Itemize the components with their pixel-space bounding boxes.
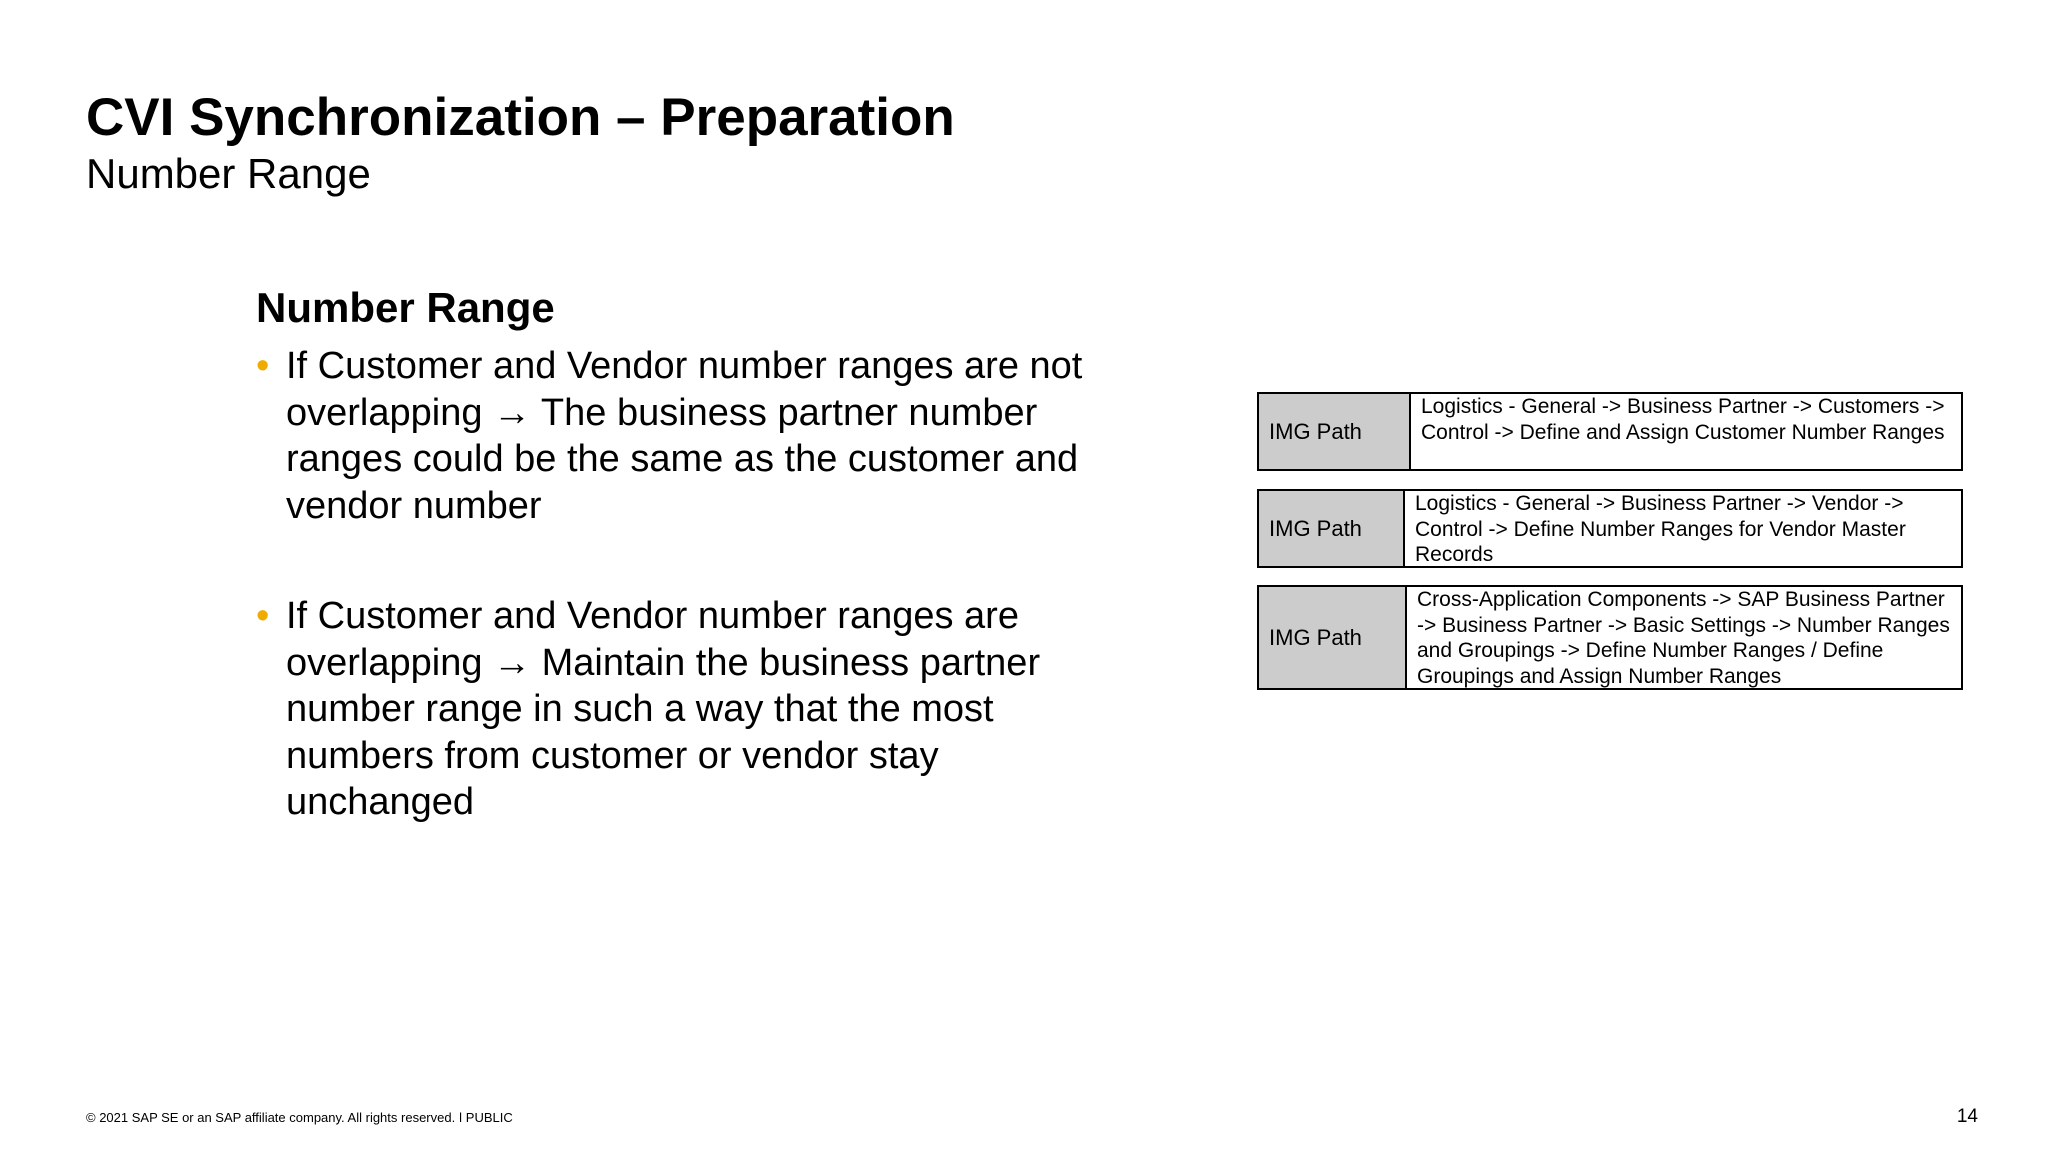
- img-path-label: IMG Path: [1259, 587, 1407, 688]
- slide-title: CVI Synchronization – Preparation: [86, 88, 955, 147]
- img-path-box: [1257, 585, 1963, 690]
- img-path-value: Logistics - General -> Business Partner -> Customers -> Control -> Define and Assign Customer Number Ranges: [1421, 395, 1945, 444]
- bullet-text: If Customer and Vendor number ranges are overlapping → Maintain the business partner number range in such a way that the most numbers from customer or vendor stay unchanged: [286, 595, 1041, 823]
- footer-copyright: © 2021 SAP SE or an SAP affiliate company. All rights reserved. ǀ PUBLIC: [86, 1110, 513, 1125]
- bullet-item: [256, 593, 1136, 826]
- img-path-value: Cross-Application Components -> SAP Business Partner -> Business Partner -> Basic Settings -> Number Ranges and Groupings -> Define Number Ranges / Define Groupings and Assign Number Ranges: [1417, 588, 1950, 688]
- bullet-item: [256, 343, 1136, 529]
- bullet-dot-icon: •: [256, 595, 270, 637]
- section-heading: Number Range: [256, 284, 555, 331]
- img-path-label: IMG Path: [1259, 394, 1411, 469]
- img-path-box: [1257, 392, 1963, 471]
- bullet-dot-icon: •: [256, 345, 270, 387]
- img-path-value: Logistics - General -> Business Partner -> Vendor -> Control -> Define Number Ranges for Vendor Master Records: [1415, 492, 1906, 566]
- img-path-box: [1257, 489, 1963, 568]
- bullet-text: If Customer and Vendor number ranges are not overlapping → The business partner number ranges could be the same as the customer and vendor number: [286, 345, 1083, 527]
- slide-subtitle: Number Range: [86, 150, 371, 197]
- page-number: 14: [1956, 1106, 1978, 1127]
- img-path-label: IMG Path: [1259, 491, 1405, 566]
